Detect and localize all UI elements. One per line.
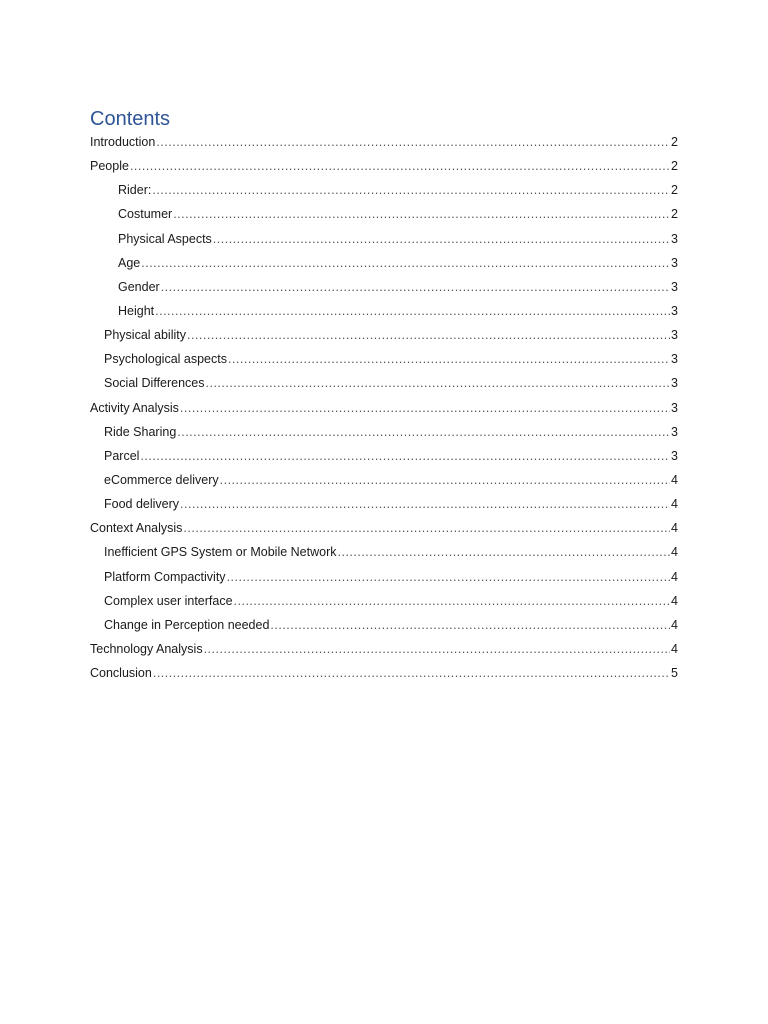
toc-dot-leader xyxy=(141,251,670,275)
toc-entry-page-number: 3 xyxy=(671,400,678,415)
toc-entry[interactable] xyxy=(0,396,768,420)
toc-dot-leader xyxy=(227,565,670,589)
toc-entry-label: Physical ability xyxy=(104,328,186,343)
toc-entry-page-number: 4 xyxy=(671,472,678,487)
toc-entry[interactable] xyxy=(0,589,768,613)
toc-entry-label: Height xyxy=(118,303,155,318)
toc-entry-page-number: 4 xyxy=(671,641,678,656)
toc-entry-label: Age xyxy=(118,255,141,270)
toc-entry-page-number: 3 xyxy=(671,303,678,318)
toc-entry-label: Context Analysis xyxy=(90,521,183,536)
toc-entry-label: People xyxy=(90,159,129,174)
toc-dot-leader xyxy=(180,492,670,516)
toc-entry-page-number: 3 xyxy=(671,352,678,367)
toc-dot-leader xyxy=(153,661,670,685)
toc-entry[interactable] xyxy=(0,637,768,661)
toc-entry[interactable] xyxy=(0,420,768,444)
toc-entry-page-number: 3 xyxy=(671,448,678,463)
toc-entry-label: eCommerce delivery xyxy=(104,472,219,487)
toc-entry-page-number: 3 xyxy=(671,424,678,439)
toc-entry[interactable] xyxy=(0,613,768,637)
toc-dot-leader xyxy=(270,613,670,637)
toc-entry[interactable] xyxy=(0,492,768,516)
toc-entry-page-number: 3 xyxy=(671,231,678,246)
table-of-contents xyxy=(0,130,768,685)
toc-dot-leader xyxy=(155,299,670,323)
toc-entry-label: Activity Analysis xyxy=(90,400,179,415)
toc-entry-label: Gender xyxy=(118,279,160,294)
toc-entry-page-number: 4 xyxy=(671,569,678,584)
toc-entry-label: Parcel xyxy=(104,448,140,463)
toc-dot-leader xyxy=(206,371,671,395)
toc-dot-leader xyxy=(234,589,671,613)
toc-entry[interactable] xyxy=(0,468,768,492)
toc-entry[interactable] xyxy=(0,178,768,202)
toc-entry[interactable] xyxy=(0,516,768,540)
toc-entry[interactable] xyxy=(0,540,768,564)
toc-entry-page-number: 5 xyxy=(671,666,678,681)
toc-dot-leader xyxy=(204,637,670,661)
toc-entry[interactable] xyxy=(0,130,768,154)
toc-entry-label: Food delivery xyxy=(104,497,180,512)
toc-entry[interactable] xyxy=(0,227,768,251)
toc-entry[interactable] xyxy=(0,299,768,323)
toc-entry-page-number: 4 xyxy=(671,497,678,512)
toc-dot-leader xyxy=(152,178,670,202)
toc-entry-page-number: 3 xyxy=(671,255,678,270)
toc-dot-leader xyxy=(177,420,670,444)
toc-entry-page-number: 3 xyxy=(671,279,678,294)
toc-entry-page-number: 4 xyxy=(671,593,678,608)
toc-entry-label: Complex user interface xyxy=(104,593,233,608)
toc-entry[interactable] xyxy=(0,154,768,178)
toc-dot-leader xyxy=(173,202,670,226)
toc-entry-label: Social Differences xyxy=(104,376,205,391)
toc-entry-label: Psychological aspects xyxy=(104,352,227,367)
toc-dot-leader xyxy=(220,468,670,492)
toc-entry-page-number: 2 xyxy=(671,207,678,222)
toc-entry-label: Inefficient GPS System or Mobile Network xyxy=(104,545,337,560)
toc-entry-page-number: 2 xyxy=(671,183,678,198)
toc-dot-leader xyxy=(187,323,670,347)
toc-dot-leader xyxy=(161,275,670,299)
toc-entry-label: Introduction xyxy=(90,135,156,149)
toc-entry-page-number: 3 xyxy=(671,328,678,343)
toc-dot-leader xyxy=(130,154,670,178)
toc-entry[interactable] xyxy=(0,202,768,226)
toc-dot-leader xyxy=(180,396,670,420)
toc-dot-leader xyxy=(228,347,670,371)
toc-entry-page-number: 4 xyxy=(671,617,678,632)
toc-entry-label: Platform Compactivity xyxy=(104,569,226,584)
toc-dot-leader xyxy=(140,444,670,468)
toc-entry-label: Ride Sharing xyxy=(104,424,177,439)
toc-entry-page-number: 3 xyxy=(671,376,678,391)
toc-entry[interactable] xyxy=(0,323,768,347)
toc-entry-page-number: 2 xyxy=(671,159,678,174)
toc-entry-label: Rider: xyxy=(118,183,152,198)
toc-entry[interactable] xyxy=(0,444,768,468)
toc-dot-leader xyxy=(183,516,670,540)
toc-entry-label: Costumer xyxy=(118,207,173,222)
toc-entry[interactable] xyxy=(0,565,768,589)
toc-dot-leader xyxy=(156,130,670,154)
toc-entry-page-number: 2 xyxy=(671,135,678,149)
toc-title: Contents xyxy=(90,108,171,130)
toc-entry-page-number: 4 xyxy=(671,521,678,536)
toc-entry[interactable] xyxy=(0,371,768,395)
toc-entry-label: Technology Analysis xyxy=(90,641,203,656)
toc-entry-page-number: 4 xyxy=(671,545,678,560)
toc-entry[interactable] xyxy=(0,661,768,685)
toc-dot-leader xyxy=(213,227,670,251)
toc-entry[interactable] xyxy=(0,251,768,275)
toc-entry-label: Conclusion xyxy=(90,666,152,681)
toc-entry[interactable] xyxy=(0,275,768,299)
toc-dot-leader xyxy=(338,540,671,564)
toc-entry[interactable] xyxy=(0,347,768,371)
toc-entry-label: Change in Perception needed xyxy=(104,617,270,632)
toc-entry-label: Physical Aspects xyxy=(118,231,212,246)
